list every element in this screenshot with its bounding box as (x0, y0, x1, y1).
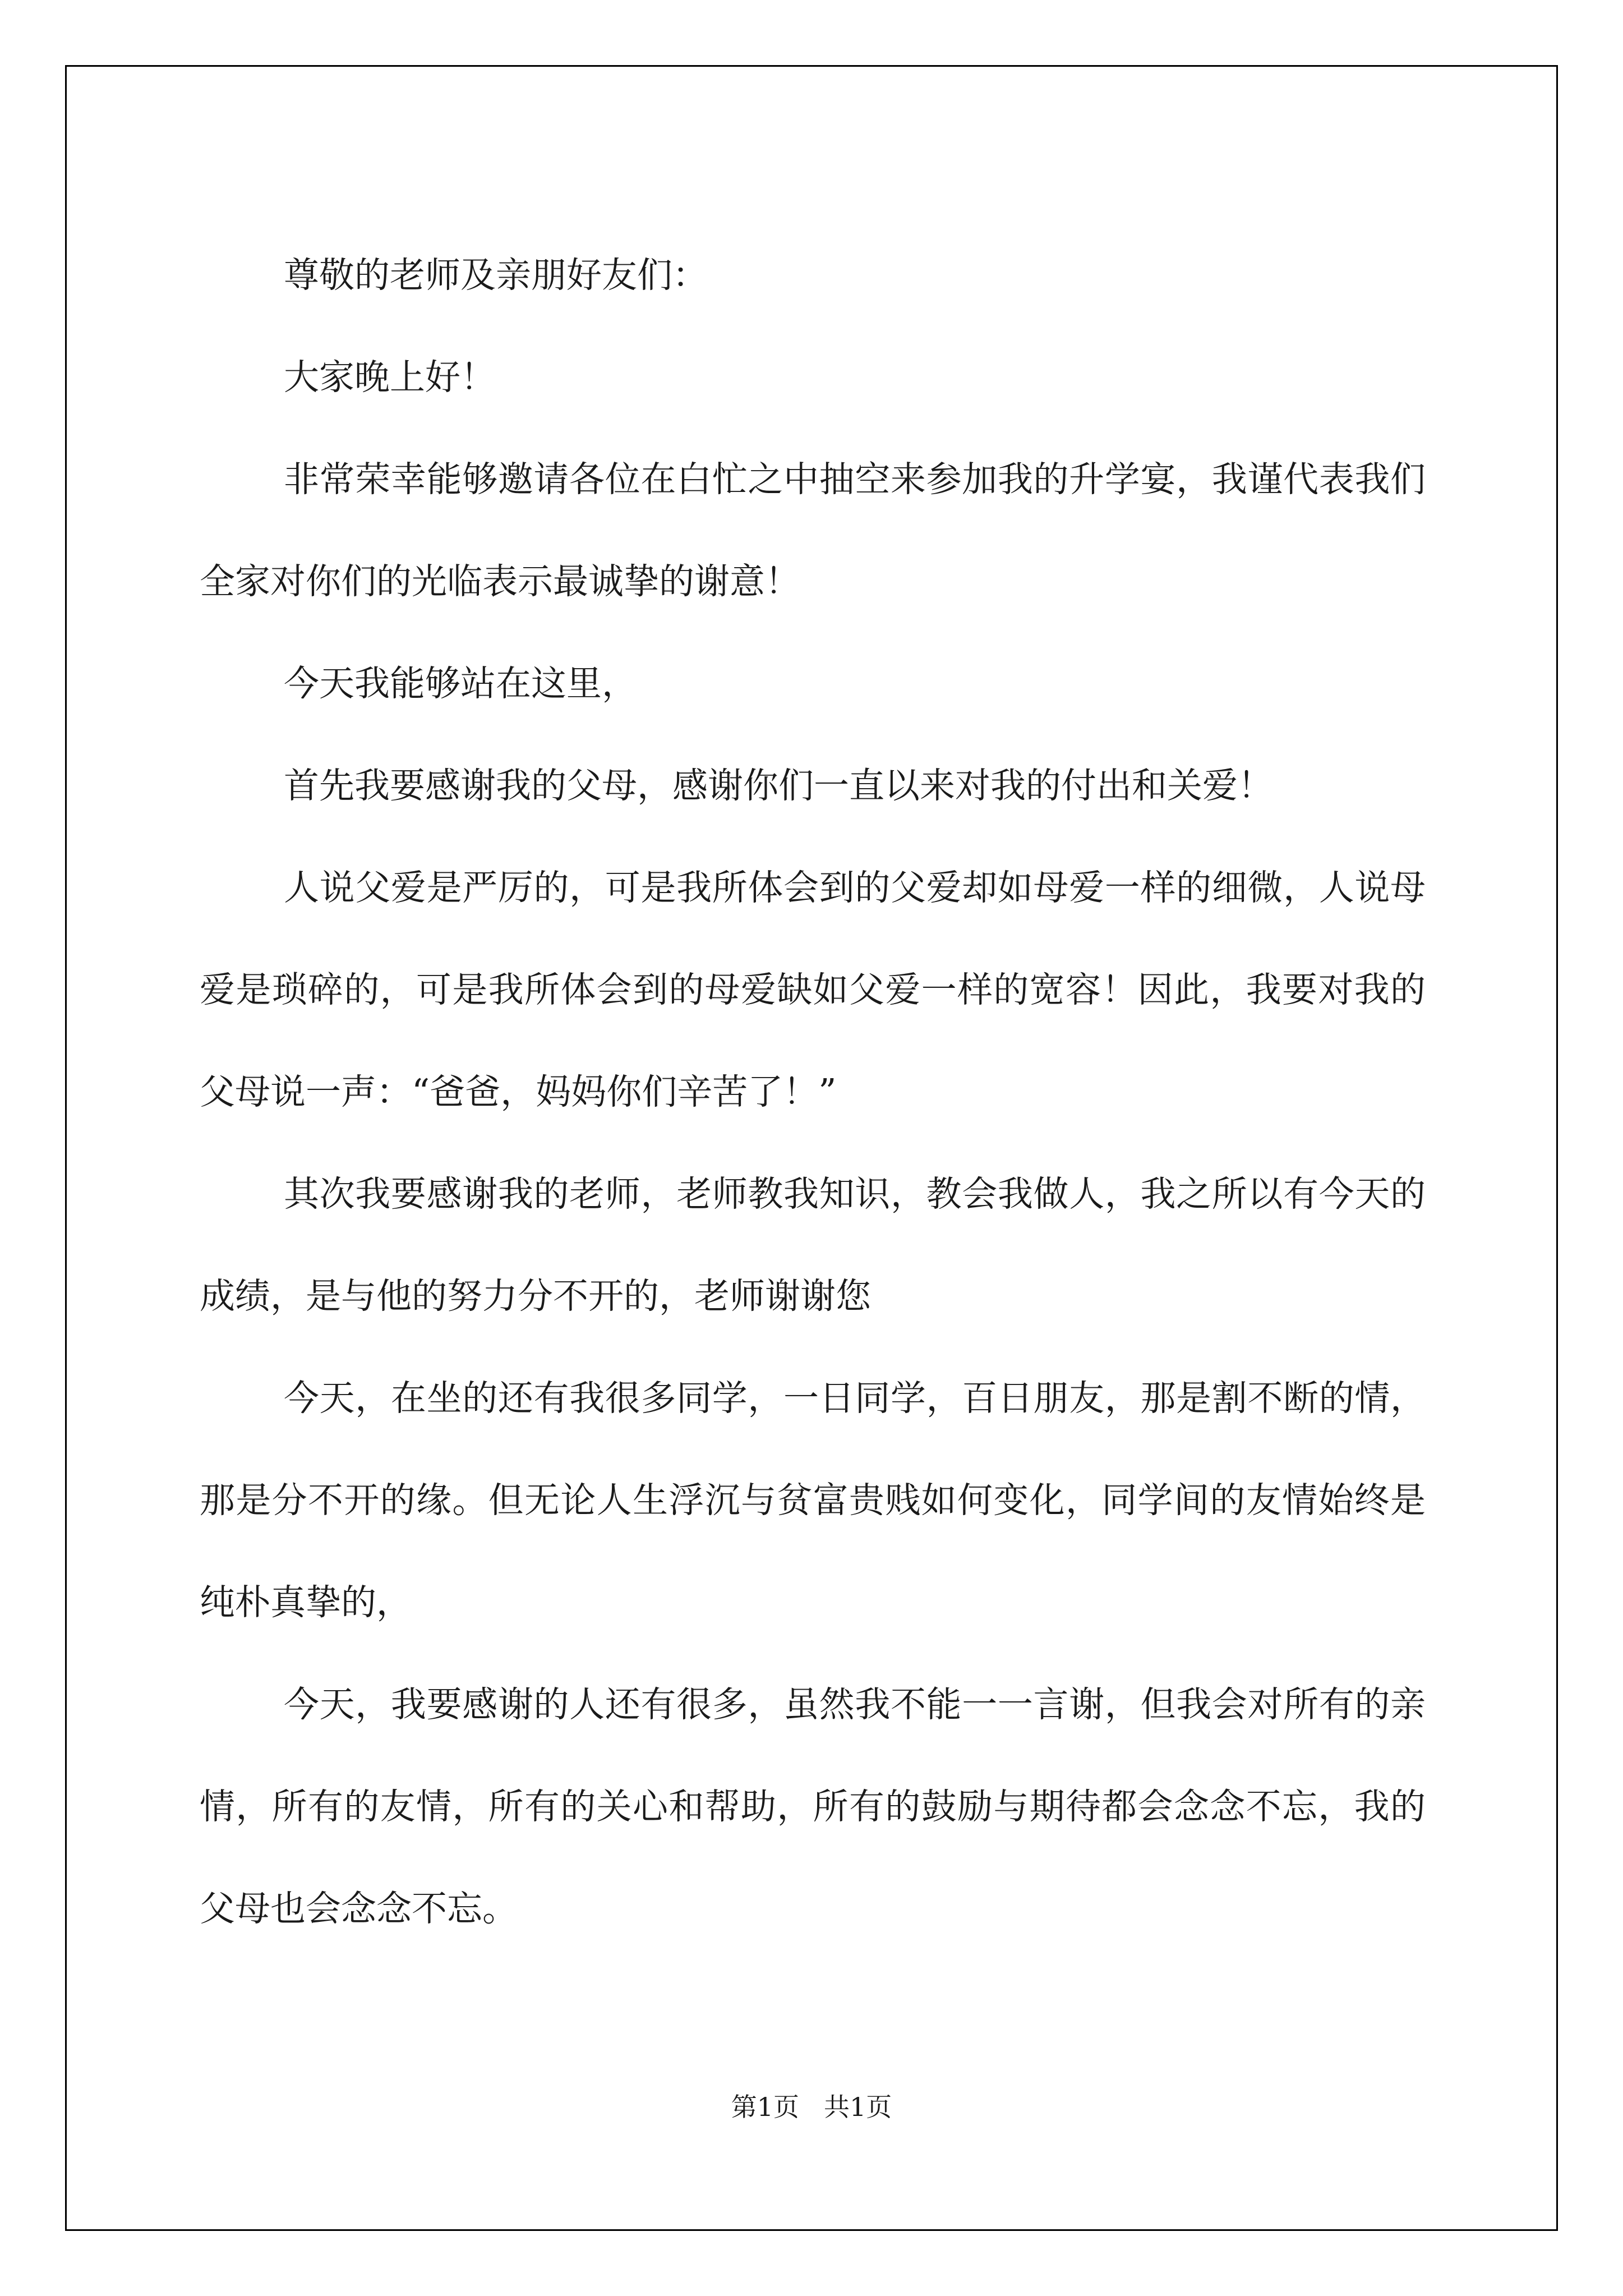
paragraph-salutation: 尊敬的老师及亲朋好友们： (284, 255, 708, 296)
paragraph-parents-love: 人说父爱是严厉的，可是我所体会到的父爱却如母爱一样的细微，人说母爱是琐碎的，可是我所体会到的母爱缺如父爱一样的宽容！因此，我要对我的父母说一声：“爸爸，妈妈你们辛苦了！” (200, 867, 1426, 1112)
document-body (200, 224, 1426, 1960)
page-footer (0, 2087, 1623, 2124)
page-number: 第1页 (731, 2092, 799, 2122)
page-total: 共1页 (824, 2092, 892, 2122)
paragraph-thanks-teacher: 其次我要感谢我的老师，老师教我知识，教会我做人，我之所以有今天的成绩，是与他的努力分不开的，老师谢谢您 (200, 1174, 1426, 1317)
paragraph-classmates: 今天，在坐的还有我很多同学，一日同学，百日朋友，那是割不断的情，那是分不开的缘。但无论人生浮沉与贫富贵贱如何变化，同学间的友情始终是纯朴真挚的， (200, 1378, 1426, 1623)
paragraph-greeting: 大家晚上好！ (284, 357, 496, 398)
paragraph-closing: 今天，我要感谢的人还有很多，虽然我不能一一言谢，但我会对所有的亲情，所有的友情，所有的关心和帮助，所有的鼓励与期待都会念念不忘，我的父母也会念念不忘。 (200, 1684, 1426, 1929)
paragraph-standing-here: 今天我能够站在这里， (284, 663, 637, 704)
paragraph-thanks-guests: 非常荣幸能够邀请各位在白忙之中抽空来参加我的升学宴，我谨代表我们全家对你们的光临表示最诚挚的谢意！ (200, 459, 1426, 602)
paragraph-thanks-parents: 首先我要感谢我的父母，感谢你们一直以来对我的付出和关爱！ (284, 765, 1273, 806)
